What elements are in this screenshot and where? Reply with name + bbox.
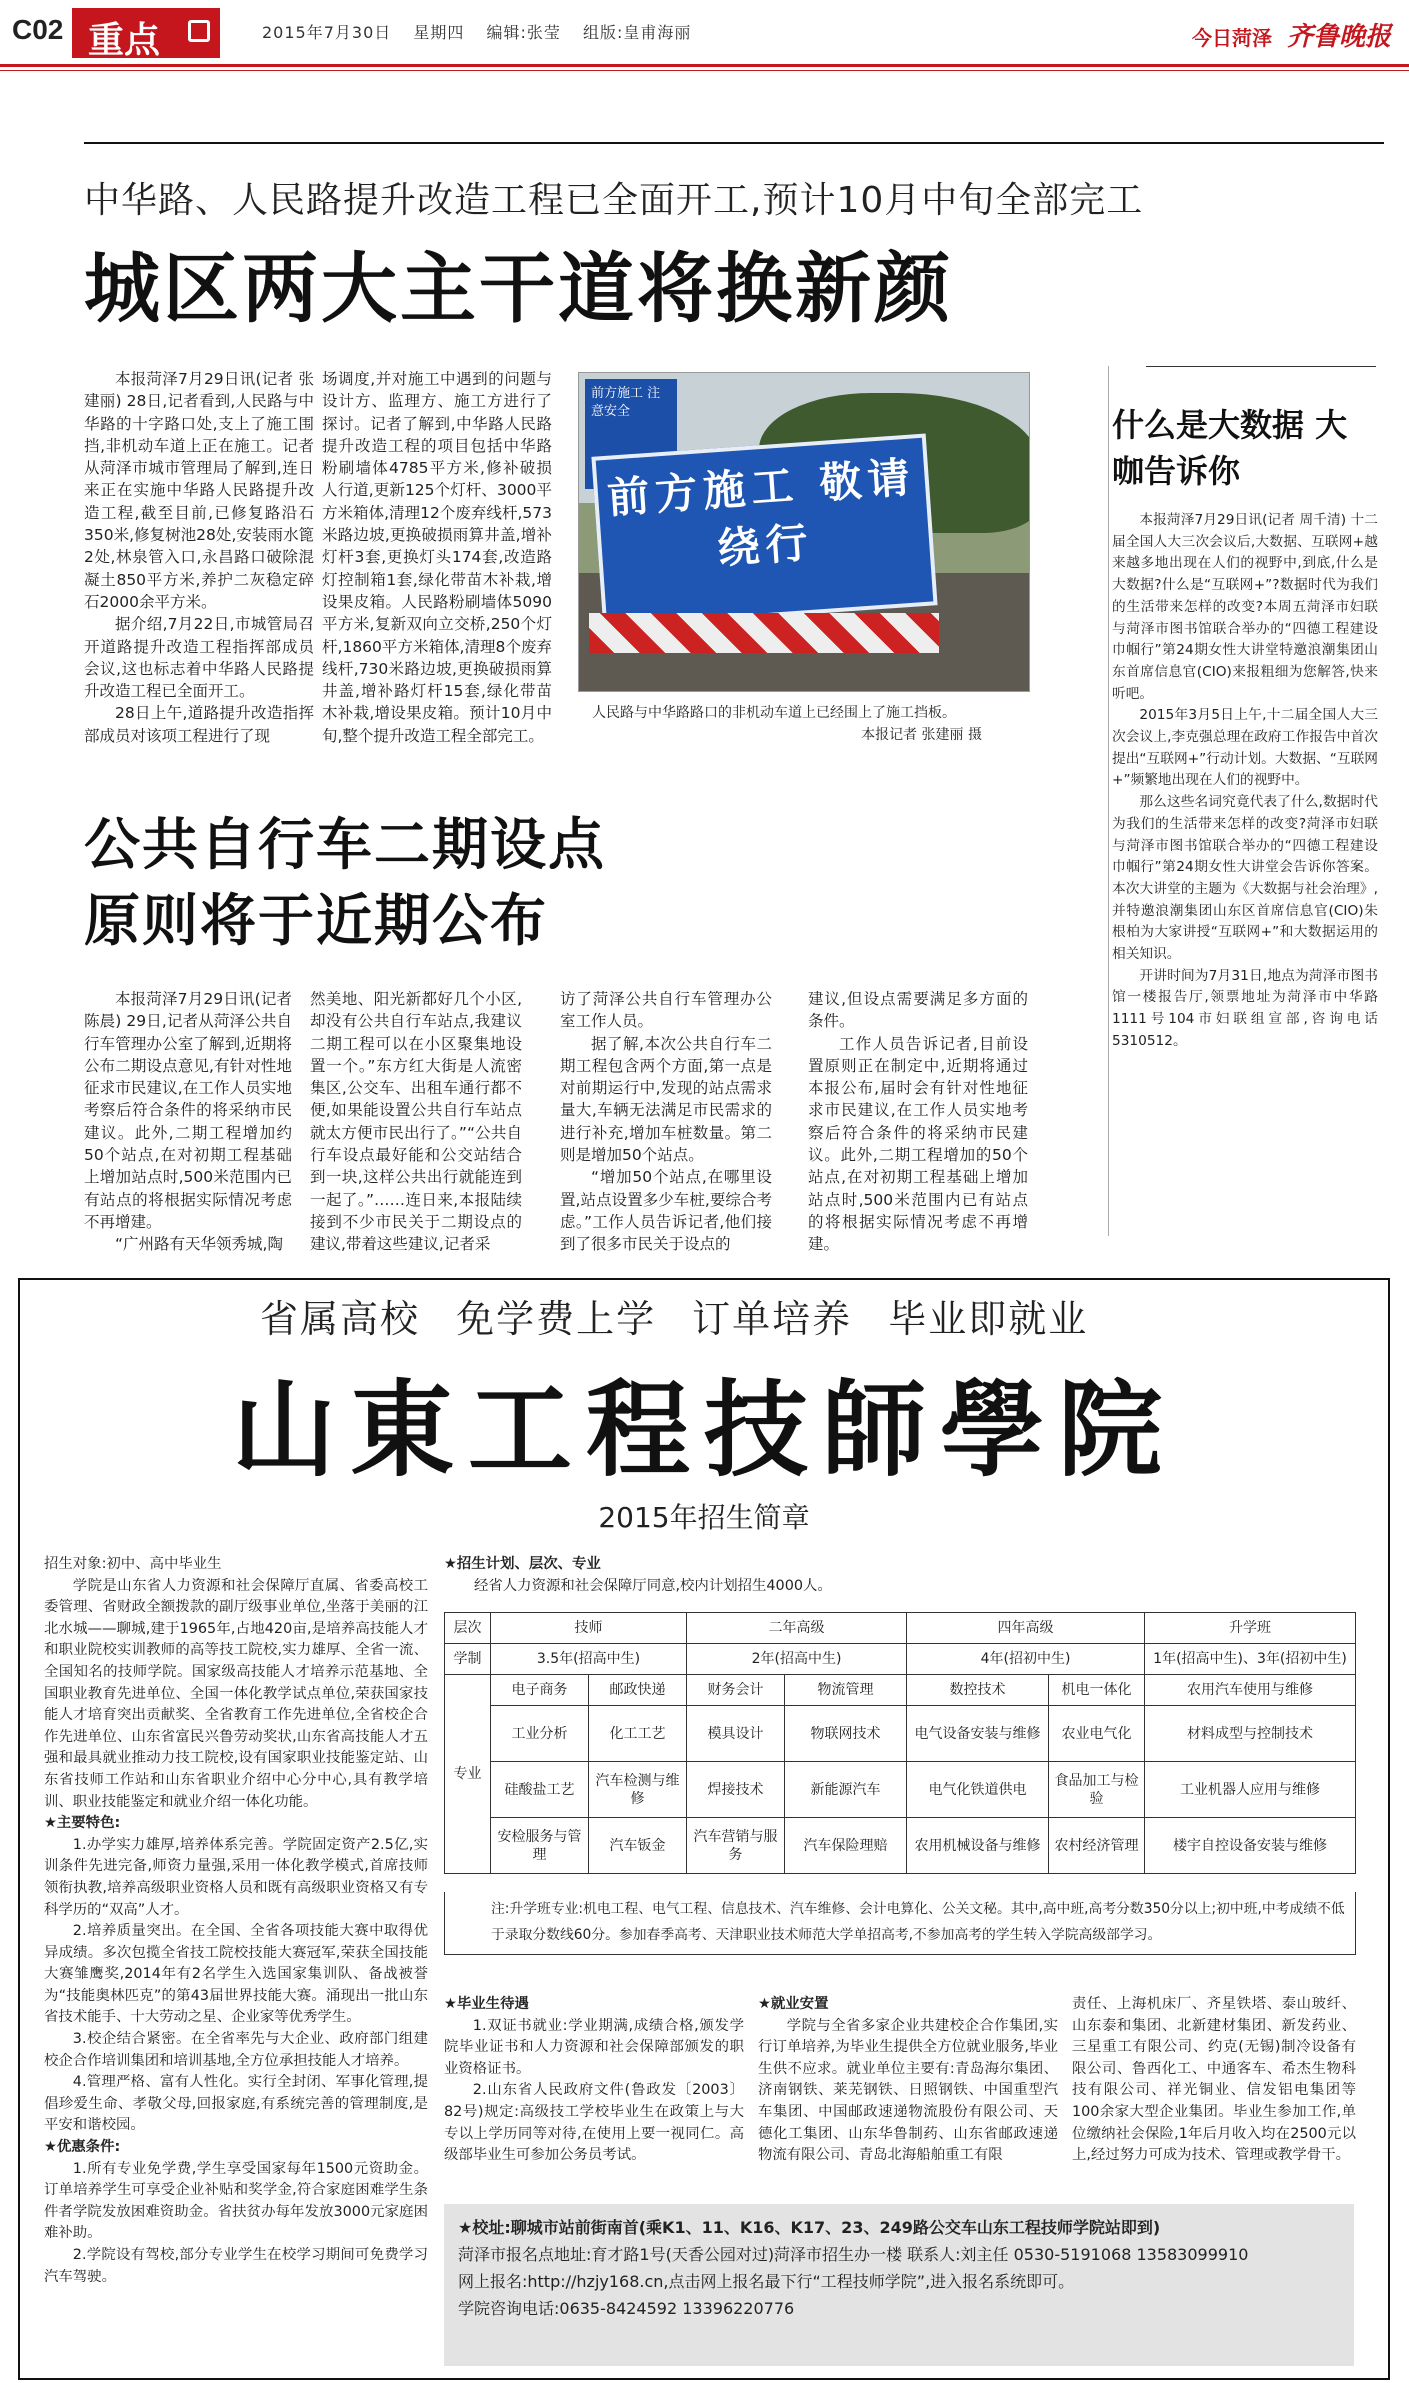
table-cell: 食品加工与检验 xyxy=(1049,1762,1145,1818)
ad-intro-line: 4.管理严格、富有人性化。实行全封闭、军事化管理,提倡珍爱生命、孝敬父母,回报家庭,有系统完善的管理制度,是平安和谐校园。 xyxy=(44,2074,428,2134)
table-row xyxy=(445,1762,1356,1818)
issue-weekday: 星期四 xyxy=(413,23,465,42)
ad-plan xyxy=(444,1554,1356,1597)
header-rule-thin xyxy=(0,70,1409,71)
table-cell: 农业电气化 xyxy=(1049,1706,1145,1762)
ad-intro-line: 学院是山东省人力资源和社会保障厅直属、省委高校工委管理、省财政全额拨款的副厅级事业单位,坐落于美丽的江北水城——聊城,建于1965年,占地420亩,是培养高技能人才和职业院校实训教师的高等技工院校,实力雄厚、全省一流、全国知名的技师学院。国家级高技能人才培养示范基地、全国职业教育先进单位、全国一体化教学试点单位,荣获国家技能人才培育突出贡献奖、全省教育工作先进单位,全省校企合作先进单位、山东省富民兴鲁劳动奖状,山东省高技能人才五强和最具就业推动力技工院校,设有国家职业技能鉴定站、山东省技师工作站和山东省职业介绍中心分中心,具有教学培训、职业技能鉴定和就业介绍一体化功能。 xyxy=(44,1577,428,1810)
designer-credit: 组版:皇甫海丽 xyxy=(582,23,692,42)
sidebar-paragraph: 开讲时间为7月31日,地点为菏泽市图书馆一楼报告厅,领票地址为菏泽市中华路1111号104市妇联组宣部,咨询电话5310512。 xyxy=(1112,967,1378,1049)
bike-column-2 xyxy=(310,988,522,1256)
table-cell: 物联网技术 xyxy=(785,1706,907,1762)
table-cell: 焊接技术 xyxy=(687,1762,785,1818)
school-advertisement xyxy=(18,1278,1390,2380)
table-header-cell: 学制 xyxy=(445,1644,491,1675)
ad-plan-text: 经省人力资源和社会保障厅同意,校内计划招生4000人。 xyxy=(474,1577,832,1594)
table-cell: 邮政快递 xyxy=(589,1675,687,1706)
table-cell: 二年高级 xyxy=(687,1613,907,1644)
ad-intro-line: 2.学院设有驾校,部分专业学生在校学习期间可免费学习汽车驾驶。 xyxy=(44,2247,428,2285)
photo-small-sign: 前方施工 注意安全 xyxy=(585,379,677,489)
lead-column-1 xyxy=(84,368,314,747)
issue-date: 2015年7月30日 xyxy=(262,23,392,42)
ad-online-signup: 网上报名:http://hzjy168.cn,点击网上报名最下行“工程技师学院”,进入报名系统即可。 xyxy=(458,2272,1075,2291)
table-cell: 农村经济管理 xyxy=(1049,1818,1145,1874)
table-cell: 楼宇自控设备安装与维修 xyxy=(1145,1818,1356,1874)
table-cell: 技师 xyxy=(491,1613,687,1644)
page-number: C02 xyxy=(12,14,64,45)
table-header-cell: 层次 xyxy=(445,1613,491,1644)
ad-job-line: 责任、上海机床厂、齐星铁塔、泰山玻纤、山东泰和集团、北新建材集团、新发药业、三星重工有限公司、约克(无锡)制冷设备有限公司、鲁西化工、中通客车、希杰生物科技有限公司、祥光铜业、信发铝电集团等100余家大型企业集团。毕业生参加工作,单位缴纳社会保险,1年后月收入均在2500元以上,经过努力可成为技术、管理或教学骨干。 xyxy=(1072,1996,1356,2164)
bike-headline-line: 原则将于近期公布 xyxy=(84,889,548,954)
caption-text: 人民路与中华路路口的非机动车道上已经围上了施工挡板。 xyxy=(592,705,956,721)
photo-credit: 本报记者 张建丽 摄 xyxy=(861,727,982,743)
bike-paragraph: 访了菏泽公共自行车管理办公室工作人员。 xyxy=(560,990,772,1031)
sidebar-rule xyxy=(1146,366,1376,367)
ad-phone: 学院咨询电话:0635-8424592 13396220776 xyxy=(458,2299,795,2318)
table-row xyxy=(445,1613,1356,1644)
ad-intro-heading: ★主要特色: xyxy=(44,1815,121,1832)
table-cell: 模具设计 xyxy=(687,1706,785,1762)
ad-subtitle: 2015年招生简章 xyxy=(598,1501,810,1534)
table-cell: 汽车营销与服务 xyxy=(687,1818,785,1874)
table-cell: 工业分析 xyxy=(491,1706,589,1762)
section-title: 重点 xyxy=(88,20,161,61)
table-note: 注:升学班专业:机电工程、电气工程、信息技术、汽车维修、会计电算化、公关文秘。其中,高中班,高考分数350分以上;初中班,中考成绩不低于录取分数线60分。参加春季高考、天津职业技术师范大学单招高考,不参加高考的学生转入学院高级部学习。 xyxy=(444,1892,1356,1955)
table-cell: 数控技术 xyxy=(907,1675,1049,1706)
table-cell: 物流管理 xyxy=(785,1675,907,1706)
ad-job-column xyxy=(758,1994,1058,2167)
ad-heze-office: 菏泽市报名点地址:育才路1号(天香公园对过)菏泽市招生办一楼 联系人:刘主任 0530-5191068 13583099910 xyxy=(458,2245,1249,2264)
ad-school-name: 山東工程技師學院 xyxy=(231,1368,1176,1491)
header-rule xyxy=(0,64,1409,67)
lead-column-2 xyxy=(322,368,552,747)
ad-contact-box xyxy=(444,2204,1354,2366)
table-cell: 化工工艺 xyxy=(589,1706,687,1762)
ad-graduate-column xyxy=(444,1994,744,2167)
table-cell: 电气设备安装与维修 xyxy=(907,1706,1049,1762)
table-row xyxy=(445,1706,1356,1762)
ad-graduate-heading: ★毕业生待遇 xyxy=(444,1996,529,2012)
table-cell: 3.5年(招高中生) xyxy=(491,1644,687,1675)
table-cell: 安检服务与管理 xyxy=(491,1818,589,1874)
table-cell: 升学班 xyxy=(1145,1613,1356,1644)
bike-paragraph: 建议,但设点需要满足多方面的条件。 xyxy=(808,990,1028,1031)
table-cell: 电气化铁道供电 xyxy=(907,1762,1049,1818)
sidebar-paragraph: 本报菏泽7月29日讯(记者 周千清) 十二届全国人大三次会议后,大数据、互联网+越来越多地出现在人们的视野中,到底,什么是大数据?什么是“互联网+”?数据时代为我们的生活带来怎样的改变?本周五菏泽市妇联与菏泽市图书馆联合举办的“四德工程建设巾帼行”第24期女性大讲堂特邀浪潮集团山东首席信息官(CIO)来报粗细为您解答,快来听吧。 xyxy=(1112,512,1378,702)
table-cell: 新能源汽车 xyxy=(785,1762,907,1818)
bike-paragraph: “广州路有天华领秀城,陶 xyxy=(115,1235,283,1254)
lead-headline: 城区两大主干道将换新颜 xyxy=(84,244,953,333)
sidebar-body xyxy=(1112,510,1378,1053)
ad-job-heading: ★就业安置 xyxy=(758,1996,829,2012)
construction-photo xyxy=(578,372,1030,692)
table-cell: 1年(招高中生)、3年(招初中生) xyxy=(1145,1644,1356,1675)
bike-headline xyxy=(84,808,724,960)
sidebar-divider xyxy=(1108,366,1109,1236)
edition-name: 今日菏泽 xyxy=(1192,26,1273,50)
table-row xyxy=(445,1675,1356,1706)
ad-intro-column xyxy=(44,1554,428,2288)
table-cell: 4年(招初中生) xyxy=(907,1644,1145,1675)
ad-intro-line: 招生对象:初中、高中毕业生 xyxy=(44,1556,222,1572)
table-cell: 财务会计 xyxy=(687,1675,785,1706)
table-cell: 四年高级 xyxy=(907,1613,1145,1644)
bike-paragraph: 工作人员告诉记者,目前设置原则正在制定中,近期将通过本报公布,届时会有针对性地征求市民建议,在工作人员实地考察后符合条件的将采纳市民建议。此外,二期工程增加的50个站点,在对初期工程基础上增加站点时,500米范围内已有站点的将根据实际情况考虑不再增建。 xyxy=(808,1034,1028,1254)
table-cell: 汽车钣金 xyxy=(589,1818,687,1874)
photo-detour-sign: 前方施工 敬请绕行 xyxy=(591,434,937,629)
ad-intro-line: 3.校企结合紧密。在全省率先与大企业、政府部门组建校企合作培训集团和培训基地,全方位承担技能人才培养。 xyxy=(44,2031,428,2069)
table-cell: 农用汽车使用与维修 xyxy=(1145,1675,1356,1706)
table-cell: 汽车检测与维修 xyxy=(589,1762,687,1818)
bike-paragraph: 本报菏泽7月29日讯(记者 陈晨) 29日,记者从菏泽公共自行车管理办公室了解到,近期将公布二期设点意见,有针对性地征求市民建议,在工作人员实地考察后符合条件的将采纳市民建议。此外,二期工程增加约50个站点,在对初期工程基础上增加站点时,500米范围内已有站点的将根据实际情况考虑不再增建。 xyxy=(84,990,292,1231)
ad-job-column-2 xyxy=(1072,1994,1356,2167)
bike-column-3 xyxy=(560,988,772,1256)
bike-paragraph: 然美地、阳光新都好几个小区,却没有公共自行车站点,我建议二期工程可以在小区聚集地设置一个。”东方红大街是人流密集区,公交车、出租车通行都不便,如果能设置公共自行车站点就太方便市民出行了。”“公共自行车设点最好能和公交站结合到一块,这样公共出行就能连到一起了。”……连日来,本报陆续接到不少市民关于二期设点的建议,带着这些建议,记者采 xyxy=(310,990,522,1254)
table-cell: 材料成型与控制技术 xyxy=(1145,1706,1356,1762)
bike-column-1 xyxy=(84,988,292,1256)
lead-paragraph: 28日上午,道路提升改造指挥部成员对该项工程进行了现 xyxy=(84,704,314,745)
table-cell: 硅酸盐工艺 xyxy=(491,1762,589,1818)
section-banner xyxy=(72,8,220,61)
lead-paragraph: 场调度,并对施工中遇到的问题与设计方、监理方、施工方进行了探讨。记者了解到,中华路人民路提升改造工程的项目包括中华路粉刷墙体4785平方米,修补破损人行道,更新125个灯杆、3000平方米箱体,清理12个废弃线杆,573米路边坡,更换破损雨算井盖,增补灯杆3套,更换灯头174套,改造路灯控制箱1套,绿化带苗木补栽,增设果皮箱。人民路粉刷墙体5090平方米,复新双向立交桥,250个灯杆,1860平方米箱体,清理8个废弃线杆,730米路边坡,更换破损雨算井盖,增补路灯杆15套,绿化带苗木补栽,增设果皮箱。预计10月中旬,整个提升改造工程全部完工。 xyxy=(322,370,552,745)
ad-intro-line: 1.办学实力雄厚,培养体系完善。学院固定资产2.5亿,实训条件先进完备,师资力量强,采用一体化教学模式,首席技师领衔执教,培养高级职业资格人员和既有高级职业资格又有专科学历的“双高”人才。 xyxy=(44,1836,428,1918)
table-cell: 汽车保险理赔 xyxy=(785,1818,907,1874)
table-cell: 农用机械设备与维修 xyxy=(907,1818,1049,1874)
table-cell: 机电一体化 xyxy=(1049,1675,1145,1706)
bike-paragraph: 据了解,本次公共自行车二期工程包含两个方面,第一点是对前期运行中,发现的站点需求量大,车辆无法满足市民需求的进行补充,增加车桩数量。第二则是增加50个站点。 xyxy=(560,1034,772,1165)
ad-tagline: 省属高校 免学费上学 订单培养 毕业即就业 xyxy=(260,1297,1089,1341)
ad-graduate-line: 2.山东省人民政府文件(鲁政发〔2003〕82号)规定:高级技工学校毕业生在政策上与大专以上学历同等对待,在使用上要一视同仁。高级部毕业生可参加公务员考试。 xyxy=(444,2082,744,2164)
bike-column-4 xyxy=(808,988,1028,1256)
editor-credit: 编辑:张莹 xyxy=(486,23,561,42)
paper-logo: 齐鲁晚报 xyxy=(1286,22,1391,52)
paper-brand xyxy=(1192,16,1391,53)
table-cell: 电子商务 xyxy=(491,1675,589,1706)
table-cell: 2年(招高中生) xyxy=(687,1644,907,1675)
enrollment-table xyxy=(444,1612,1356,1874)
table-cell: 工业机器人应用与维修 xyxy=(1145,1762,1356,1818)
lead-rule xyxy=(84,142,1384,144)
table-header-cell: 专业 xyxy=(445,1675,491,1874)
photo-caption xyxy=(592,702,1022,746)
ad-intro-heading: ★优惠条件: xyxy=(44,2139,121,2156)
lead-subhead: 中华路、人民路提升改造工程已全面开工,预计10月中旬全部完工 xyxy=(84,180,1144,221)
lead-paragraph: 本报菏泽7月29日讯(记者 张建丽) 28日,记者看到,人民路与中华路的十字路口处,支上了施工围挡,非机动车道上正在施工。记者从菏泽市城市管理局了解到,连日来正在实施中华路人民路提升改造工程,截至目前,已修复路沿石350米,修复树池28处,安装雨水篦2处,林泉管入口,永昌路口破除混凝土850平方米,养护二灰稳定碎石2000余平方米。 xyxy=(84,370,314,611)
table-row xyxy=(445,1818,1356,1874)
lead-paragraph: 据介绍,7月22日,市城管局召开道路提升改造工程指挥部成员会议,这也标志着中华路人民路提升改造工程已全面开工。 xyxy=(84,615,314,701)
ad-plan-heading: ★招生计划、层次、专业 xyxy=(444,1556,601,1572)
bike-paragraph: “增加50个站点,在哪里设置,站点设置多少车桩,要综合考虑。”工作人员告诉记者,他们接到了很多市民关于设点的 xyxy=(560,1168,772,1254)
ad-address: ★校址:聊城市站前街南首(乘K1、11、K16、K17、23、249路公交车山东工程技师学院站即到) xyxy=(458,2218,1161,2237)
ad-graduate-line: 1.双证书就业:学业期满,成绩合格,颁发学院毕业证书和人力资源和社会保障部颁发的职业资格证书。 xyxy=(444,2017,744,2077)
sidebar-paragraph: 那么这些名词究竟代表了什么,数据时代为我们的生活带来怎样的改变?菏泽市妇联与菏泽市图书馆联合举办的“四德工程建设巾帼行”第24期女性大讲堂会告诉你答案。本次大讲堂的主题为《大数据与社会治理》,并特邀浪潮集团山东区首席信息官(CIO)朱根柏为大家讲授“互联网+”和大数据运用的相关知识。 xyxy=(1112,794,1378,963)
sidebar-paragraph: 2015年3月5日上午,十二届全国人大三次会议上,李克强总理在政府工作报告中首次提出“互联网+”行动计划。大数据、“互联网+”频繁地出现在人们的视野中。 xyxy=(1112,707,1378,789)
table-row xyxy=(445,1644,1356,1675)
header-meta xyxy=(262,20,707,43)
ad-intro-line: 2.培养质量突出。在全国、全省各项技能大赛中取得优异成绩。多次包揽全省技工院校技能大赛冠军,荣获全国技能大赛雏鹰奖,2014年有2名学生入选国家集训队、备战被誉为“技能奥林匹克”的第43届世界技能大赛。涌现出一批山东省技术能手、十大劳动之星、企业家等优秀学生。 xyxy=(44,1923,428,2026)
ad-intro-line: 1.所有专业免学费,学生享受国家每年1500元资助金。订单培养学生可享受企业补贴和奖学金,符合家庭困难学生条件者学院发放困难资助金。省扶贫办每年发放3000元家庭困难补助。 xyxy=(44,2160,428,2242)
bike-headline-line: 公共自行车二期设点 xyxy=(84,813,606,878)
photo-barrier xyxy=(589,613,939,653)
chevron-right-icon xyxy=(188,20,210,42)
sidebar-headline: 什么是大数据 大咖告诉你 xyxy=(1112,406,1348,490)
ad-job-line: 学院与全省多家企业共建校企合作集团,实行订单培养,为毕业生提供全方位就业服务,毕业生供不应求。就业单位主要有:青岛海尔集团、济南钢铁、莱芜钢铁、日照钢铁、中国重型汽车集团、中国邮政速递物流股份有限公司、天德化工集团、山东华鲁制药、山东省邮政速递物流有限公司、青岛北海船舶重工有限 xyxy=(758,2017,1058,2164)
